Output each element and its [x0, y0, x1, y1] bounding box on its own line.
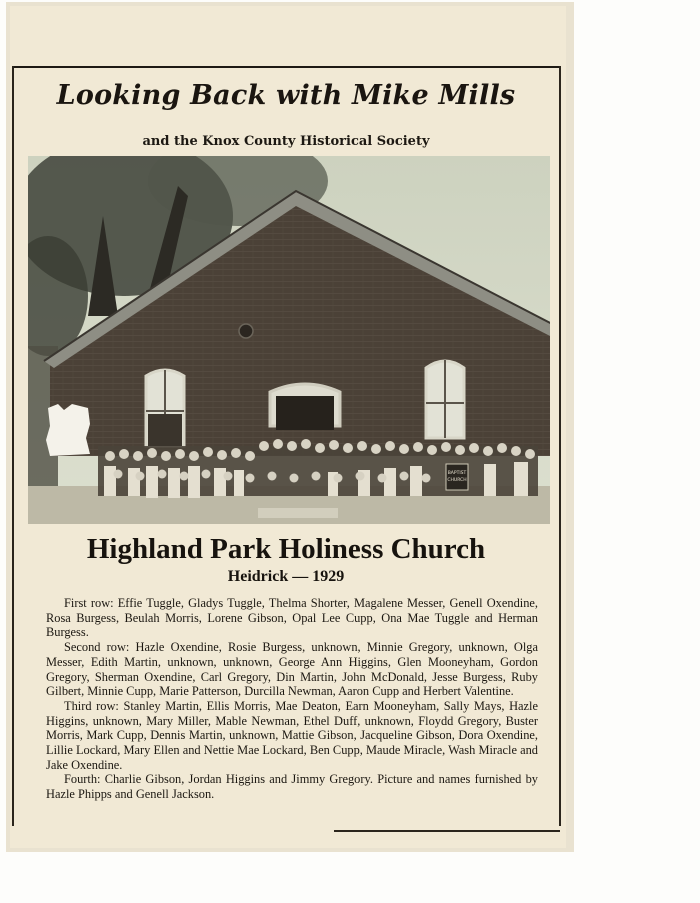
window-right: [426, 360, 464, 438]
window-left: [146, 370, 184, 446]
church-sign: [446, 464, 468, 490]
church-door: [270, 384, 340, 430]
column-title: Looking Back with Mike Mills: [56, 80, 516, 111]
caption-fourth-row: Fourth: Charlie Gibson, Jordan Higgins and Jimmy Gregory. Picture and names furnished by Hazle Phipps and Genell Jackson.: [46, 772, 538, 802]
svg-text:BAPTIST: BAPTIST: [447, 471, 467, 476]
border-rule-top: [12, 66, 560, 68]
column-subtitle: and the Knox County Historical Society: [142, 134, 430, 149]
caption-third-row: Third row: Stanley Martin, Ellis Morris, Mae Deaton, Earn Mooneyham, Sally Mays, Hazle Higgins, unknown, Mary Miller, Mable Newman, Ethel Duff, unknown, Floydd Gregory, Buster Morris, Mark Cupp, Dennis Martin, unknown, Mattie Gibson, Jacqueline Gibson, Dora Oxendine, Lillie Lockard, Mary Ellen and Nettie Mae Lockard, Ben Cupp, Maude Miracle, Wash Miracle and Jake Oxendine.: [46, 698, 538, 772]
article-body: [46, 596, 538, 802]
border-rule-right: [559, 66, 561, 826]
border-rule-bottom: [334, 830, 560, 832]
article-dateline: Heidrick — 1929: [227, 568, 345, 585]
congregation-crowd: [98, 439, 538, 498]
border-rule-left: [12, 66, 14, 826]
church-photograph: [28, 156, 550, 524]
svg-text:CHURCH: CHURCH: [447, 478, 467, 483]
caption-first-row: First row: Effie Tuggle, Gladys Tuggle, Thelma Shorter, Magalene Messer, Genell Oxendine, Rosa Burgess, Beulah Morris, Lorene Gibson, Opal Lee Cupp, Ona Mae Tuggle and Herman Burgess.: [46, 596, 538, 640]
article-headline: Highland Park Holiness Church: [86, 533, 486, 565]
caption-second-row: Second row: Hazle Oxendine, Rosie Burgess, unknown, Minnie Gregory, unknown, Olga Messer, Edith Martin, unknown, unknown, George Ann Higgins, Glen Mooneyham, Gordon Gregory, Sherman Oxendine, Carl Gregory, Din Martin, John McDonald, Jesse Burgess, Ruby Gilbert, Minnie Cupp, Marie Patterson, Durcilla Newman, Aaron Cupp and Herbert Valentine.: [46, 640, 538, 699]
